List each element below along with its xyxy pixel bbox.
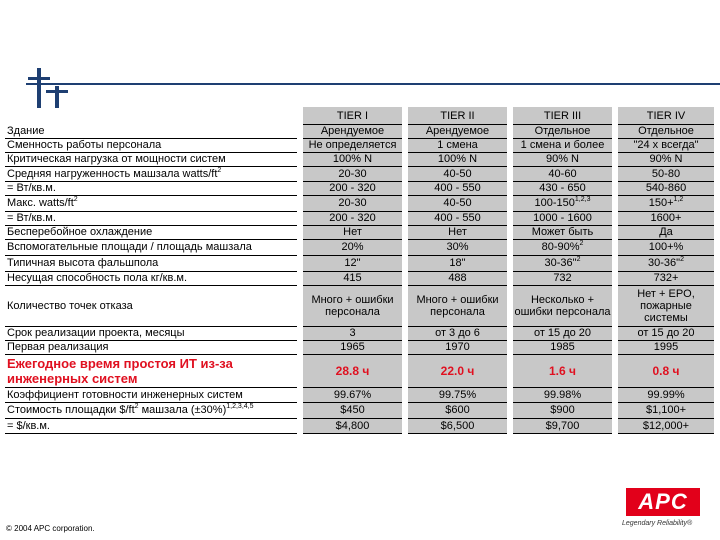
- row-label-suffix: машзала (±30%): [138, 404, 227, 416]
- row-label-superscript: 2: [134, 403, 139, 410]
- row-label-suffix-superscript: 1,2,3,4,5: [226, 403, 254, 410]
- table-row: [5, 211, 717, 225]
- tier-value-cell: [405, 354, 510, 387]
- tier-value: $900: [550, 404, 575, 416]
- row-label-text: Макс. watts/ft: [7, 197, 74, 209]
- tier-value-cell: [510, 271, 615, 285]
- tier-value: $4,800: [335, 419, 370, 432]
- tier-value-cell: [510, 418, 615, 433]
- row-label-text: Стоимость площадки $/ft: [7, 404, 135, 416]
- tier-value-cell: [510, 138, 615, 152]
- table-row: [5, 326, 717, 340]
- row-label: [5, 354, 300, 387]
- table-row: [5, 418, 717, 433]
- tier-value-cell: [510, 326, 615, 340]
- tier-value: 732: [553, 272, 572, 284]
- row-label: [5, 225, 300, 239]
- row-label-text: Здание: [7, 125, 45, 137]
- tier-value-cell: [510, 340, 615, 354]
- tier-value: $6,500: [440, 419, 475, 432]
- table-row: [5, 195, 717, 211]
- tier-value: 100% N: [332, 153, 373, 165]
- row-label-text: Срок реализации проекта, месяцы: [7, 327, 185, 339]
- row-label-text: Первая реализация: [7, 341, 109, 353]
- tier-value: Нет: [448, 226, 467, 238]
- table-row: [5, 255, 717, 271]
- table-row: [5, 387, 717, 402]
- row-label-text: Ежегодное время простоя ИТ из-за инженерных систем: [7, 355, 233, 386]
- tier-value: $600: [445, 404, 470, 416]
- table-row: [5, 271, 717, 285]
- tier-value-cell: [615, 326, 717, 340]
- tier-value: 1 смена и более: [520, 139, 605, 151]
- tier-value-cell: [405, 211, 510, 225]
- tier-value-cell: [300, 418, 405, 433]
- tier-value: Не определяется: [308, 139, 397, 151]
- tier-value-cell: [405, 387, 510, 402]
- tier-value-cell: [510, 255, 615, 271]
- tier-header: TIER III: [510, 107, 615, 125]
- tier-value: 30-36": [648, 257, 681, 269]
- tier-value: 20%: [341, 241, 364, 253]
- row-label: [5, 239, 300, 255]
- tier-value: 99.67%: [333, 388, 372, 401]
- cross-mark-horizontal-1: [28, 77, 50, 80]
- tier-value-cell: [615, 340, 717, 354]
- tier-value: 50-80: [651, 167, 681, 180]
- tier-value-superscript: 1,2,3: [574, 196, 591, 203]
- tier-value-cell: [300, 138, 405, 152]
- row-label: [5, 285, 300, 326]
- tier-value-cell: [405, 239, 510, 255]
- row-label: [5, 387, 300, 402]
- tier-value: 90% N: [545, 153, 580, 165]
- tier-value: 415: [343, 272, 362, 284]
- table-row: [5, 402, 717, 418]
- apc-tagline-text: Legendary Reliability: [622, 520, 687, 527]
- tier-value-cell: [615, 354, 717, 387]
- row-label-text: Количество точек отказа: [7, 299, 133, 312]
- tier-value: $9,700: [545, 419, 580, 432]
- tier-value-cell: [405, 285, 510, 326]
- tier-value-cell: [615, 418, 717, 433]
- row-label: [5, 166, 300, 181]
- tier-value: 99.75%: [438, 388, 477, 401]
- apc-tagline-mark: ®: [686, 520, 693, 527]
- tier-value: Много + ошибки персонала: [311, 293, 394, 318]
- tier-value: Арендуемое: [320, 125, 385, 138]
- tier-value: Отдельное: [638, 125, 694, 138]
- tier-value: Нет: [343, 226, 362, 238]
- tier-value: 430 - 650: [539, 182, 586, 194]
- table-header-row: [5, 107, 717, 125]
- table-row: [5, 152, 717, 166]
- tier-value-superscript: 2: [680, 256, 684, 263]
- tier-value: 100-150: [534, 197, 575, 209]
- tier-value-cell: [405, 326, 510, 340]
- tier-value-cell: [300, 285, 405, 326]
- row-label-superscript: 2: [217, 166, 222, 174]
- tier-value: "24 х всегда": [633, 139, 699, 151]
- tier-value: 100+%: [648, 241, 684, 253]
- row-label: [5, 195, 300, 211]
- tier-value: 99.99%: [647, 388, 685, 401]
- tier-value: 1 смена: [437, 139, 478, 151]
- apc-logo: [612, 484, 712, 534]
- header-rule: [26, 83, 720, 85]
- tier-value: 488: [448, 272, 467, 284]
- row-label-text: Несущая способность пола кг/кв.м.: [7, 272, 188, 284]
- tier-value-cell: [300, 255, 405, 271]
- tier-value-cell: [405, 340, 510, 354]
- row-label-text: = Вт/кв.м.: [7, 182, 56, 194]
- tier-value-superscript: 2: [576, 256, 581, 263]
- tier-value-cell: [405, 138, 510, 152]
- tier-value: 28.8 ч: [335, 363, 370, 378]
- tier-value: 1985: [550, 341, 575, 353]
- tier-value-cell: [405, 181, 510, 195]
- tier-value: Отдельное: [534, 125, 591, 138]
- table-row: [5, 125, 717, 139]
- table-row: [5, 181, 717, 195]
- tier-value-superscript: 1,2: [673, 196, 684, 203]
- row-label-text: Типичная высота фальшпола: [7, 257, 159, 269]
- tier-value: Да: [659, 226, 673, 238]
- tier-value: Много + ошибки персонала: [416, 293, 499, 318]
- tier-value: 1.6 ч: [549, 363, 576, 378]
- tier-value-cell: [405, 255, 510, 271]
- tier-value: 100% N: [437, 153, 478, 165]
- tier-value-cell: [300, 326, 405, 340]
- cross-mark-vertical-1: [37, 68, 41, 108]
- tier-value-cell: [615, 166, 717, 181]
- row-label: [5, 138, 300, 152]
- tier-value-cell: [615, 152, 717, 166]
- tier-value: от 15 до 20: [533, 327, 592, 339]
- tier-value-cell: [510, 354, 615, 387]
- tier-value-cell: [300, 340, 405, 354]
- row-label: [5, 418, 300, 433]
- row-label-superscript: 2: [73, 196, 78, 203]
- tier-value: 732+: [653, 272, 679, 284]
- tier-value-cell: [510, 166, 615, 181]
- tier-value: 20-30: [338, 197, 367, 209]
- table-row: [5, 340, 717, 354]
- tier-value-cell: [300, 152, 405, 166]
- tier-value: 540-860: [645, 182, 687, 194]
- tier-value: 18": [449, 257, 466, 269]
- tier-value: 1965: [340, 341, 365, 353]
- tier-value-cell: [405, 166, 510, 181]
- tier-value: 22.0 ч: [440, 363, 475, 378]
- tier-header: TIER II: [405, 107, 510, 125]
- tier-value-cell: [510, 402, 615, 418]
- tier-value-cell: [615, 211, 717, 225]
- tier-value: 400 - 550: [434, 182, 481, 194]
- tier-value-cell: [615, 271, 717, 285]
- tier-value-cell: [300, 181, 405, 195]
- tier-value: 3: [349, 327, 356, 339]
- apc-tagline: [622, 520, 692, 527]
- tier-value-cell: [405, 271, 510, 285]
- tier-value-cell: [405, 125, 510, 139]
- tier-value-cell: [510, 195, 615, 211]
- tier-value-cell: [300, 239, 405, 255]
- row-label: [5, 152, 300, 166]
- tier-value-cell: [405, 402, 510, 418]
- tier-value: 40-50: [443, 167, 472, 180]
- tier-value-cell: [510, 181, 615, 195]
- tier-value: 150+: [648, 197, 674, 209]
- table-row: [5, 354, 717, 387]
- tier-value: Нет + EPO, пожарные системы: [637, 287, 695, 324]
- tier-value: 400 - 550: [434, 212, 481, 224]
- tier-value: 200 - 320: [329, 182, 376, 194]
- tier-value-cell: [300, 354, 405, 387]
- tier-value-cell: [510, 211, 615, 225]
- tier-value-cell: [615, 138, 717, 152]
- tier-comparison-table: [5, 107, 717, 434]
- tier-value-cell: [300, 166, 405, 181]
- tier-value-cell: [300, 225, 405, 239]
- tier-value: 90% N: [649, 153, 683, 165]
- row-label-text: Критическая нагрузка от мощности систем: [7, 153, 226, 165]
- row-label: [5, 271, 300, 285]
- tier-value: 30-36": [544, 257, 577, 269]
- tier-value-cell: [510, 239, 615, 255]
- tier-value-cell: [300, 387, 405, 402]
- row-label: [5, 181, 300, 195]
- tier-value: 80-90%: [541, 241, 580, 253]
- tier-value-cell: [615, 255, 717, 271]
- row-label-text: Коэффициент готовности инженерных систем: [7, 388, 243, 401]
- tier-value: 99.98%: [543, 388, 582, 401]
- tier-value-cell: [405, 152, 510, 166]
- tier-value: 1970: [445, 341, 470, 353]
- table-row: [5, 285, 717, 326]
- tier-value-cell: [510, 387, 615, 402]
- table-row: [5, 138, 717, 152]
- table-body: [5, 125, 717, 434]
- tier-value: $450: [340, 404, 365, 416]
- tier-value: Несколько + ошибки персонала: [514, 293, 611, 318]
- row-label: [5, 255, 300, 271]
- tier-value: 200 - 320: [329, 212, 376, 224]
- tier-value: 1995: [653, 341, 679, 353]
- tier-value: 1600+: [650, 212, 682, 224]
- tier-value-cell: [300, 271, 405, 285]
- tier-value: от 15 до 20: [637, 327, 695, 339]
- copyright: © 2004 APC corporation.: [6, 524, 95, 533]
- tier-value: 0.8 ч: [652, 363, 680, 378]
- tier-value: 40-50: [443, 197, 472, 209]
- row-label-text: Сменность работы персонала: [7, 139, 162, 151]
- tier-header: TIER I: [300, 107, 405, 125]
- tier-value: $12,000+: [642, 419, 690, 432]
- tier-value-cell: [510, 125, 615, 139]
- tier-value-cell: [615, 225, 717, 239]
- tier-value-cell: [615, 285, 717, 326]
- cross-mark-horizontal-2: [46, 90, 68, 93]
- tier-value: 40-60: [548, 167, 577, 180]
- table-row: [5, 166, 717, 181]
- tier-value: Может быть: [531, 226, 594, 238]
- tier-value: Арендуемое: [425, 125, 490, 138]
- tier-value-cell: [510, 285, 615, 326]
- tier-value-cell: [615, 402, 717, 418]
- tier-value-cell: [615, 195, 717, 211]
- tier-value-cell: [300, 125, 405, 139]
- tier-value-superscript: 2: [579, 240, 584, 247]
- tier-value: от 3 до 6: [435, 327, 480, 339]
- tier-value: 20-30: [338, 167, 367, 180]
- tier-value-cell: [510, 225, 615, 239]
- row-label-text: = $/кв.м.: [7, 419, 50, 432]
- tier-value-cell: [300, 402, 405, 418]
- tier-value-cell: [300, 211, 405, 225]
- row-label: [5, 211, 300, 225]
- row-label-text: Вспомогательные площади / площадь машзала: [7, 241, 252, 253]
- tier-value-cell: [405, 225, 510, 239]
- tier-value: 30%: [446, 241, 469, 253]
- tier-value-cell: [615, 387, 717, 402]
- row-label: [5, 340, 300, 354]
- row-label-text: Средняя нагруженность машзала watts/ft: [7, 167, 218, 180]
- tier-value-cell: [615, 125, 717, 139]
- tier-value: $1,100+: [645, 404, 687, 416]
- row-label-text: = Вт/кв.м.: [7, 212, 56, 224]
- table-row: [5, 239, 717, 255]
- row-label: [5, 326, 300, 340]
- tier-value-cell: [405, 195, 510, 211]
- tier-value-cell: [300, 195, 405, 211]
- row-label: [5, 125, 300, 139]
- row-label-text: Бесперебойное охлаждение: [7, 226, 153, 238]
- tier-value: 1000 - 1600: [533, 212, 592, 224]
- tier-header: TIER IV: [615, 107, 717, 125]
- tier-value-cell: [510, 152, 615, 166]
- header-empty-cell: [5, 107, 300, 125]
- table-row: [5, 225, 717, 239]
- tier-value: 12": [344, 257, 361, 269]
- tier-value-cell: [615, 239, 717, 255]
- row-label: [5, 402, 300, 418]
- tier-value-cell: [615, 181, 717, 195]
- tier-value-cell: [405, 418, 510, 433]
- apc-logo-mark: APC: [626, 488, 700, 516]
